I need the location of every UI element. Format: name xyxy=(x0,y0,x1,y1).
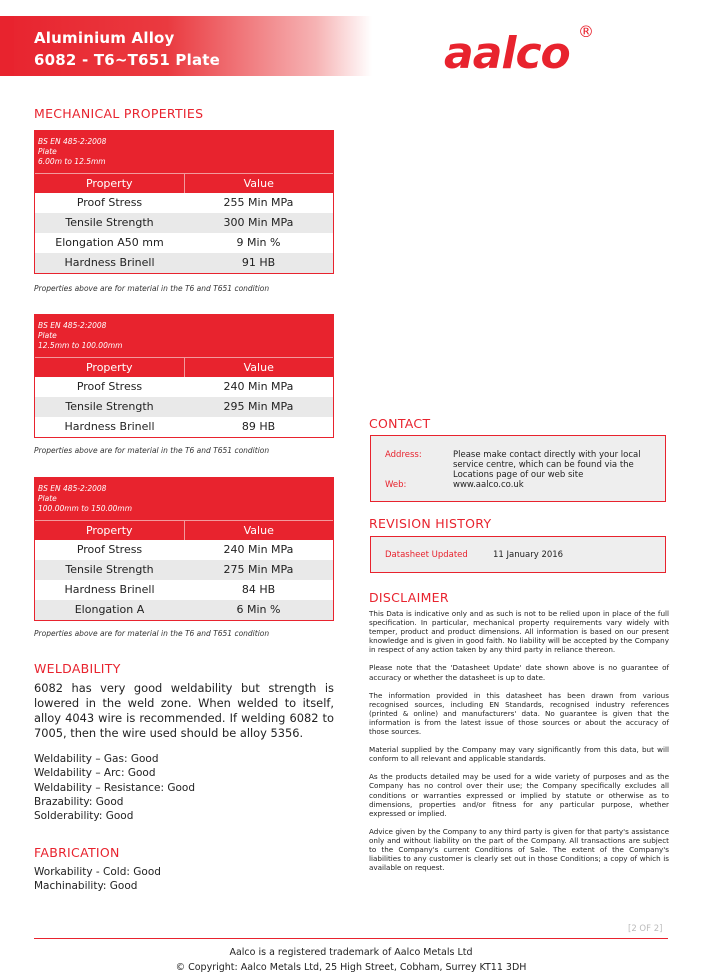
table-row xyxy=(35,580,333,600)
table-note-2: Properties above are for material in the T6 and T651 condition xyxy=(34,446,270,455)
list-item: Weldability – Arc: Good xyxy=(34,767,156,780)
header-title-line1: Aluminium Alloy xyxy=(34,29,175,47)
web-label: Web: xyxy=(385,480,407,490)
table-range: 12.5mm to 100.00mm xyxy=(38,341,123,350)
revision-history-heading: REVISION HISTORY xyxy=(369,516,492,531)
address-value: Please make contact directly with your local service centre, which can be found via the Locations page of our web site xyxy=(453,450,641,480)
list-item: Machinability: Good xyxy=(34,880,138,893)
page-number: [2 OF 2] xyxy=(628,924,663,934)
disclaimer-text xyxy=(369,609,669,881)
value-cell: 89 HB xyxy=(241,420,276,433)
web-link[interactable]: www.aalco.co.uk xyxy=(453,480,524,490)
table-caption xyxy=(35,478,333,520)
fabrication-heading: FABRICATION xyxy=(34,845,120,860)
list-item: Weldability – Resistance: Good xyxy=(34,781,196,794)
revision-box xyxy=(370,536,666,573)
table-standard: BS EN 485-2:2008 xyxy=(38,484,107,493)
value-cell: 240 Min MPa xyxy=(223,543,294,556)
property-cell: Hardness Brinell xyxy=(64,256,155,269)
table-row xyxy=(35,600,333,620)
aalco-logo xyxy=(444,18,594,78)
value-cell: 9 Min % xyxy=(236,236,281,249)
table-row xyxy=(35,377,333,397)
property-cell: Proof Stress xyxy=(76,196,143,209)
footer-trademark: Aalco is a registered trademark of Aalco Metals Ltd xyxy=(229,947,473,958)
property-cell: Hardness Brinell xyxy=(64,583,155,596)
property-cell: Tensile Strength xyxy=(65,216,154,229)
table-row xyxy=(35,253,333,273)
disclaimer-paragraph: This Data is indicative only and as such is not to be relied upon in place of the full specification. In particular, mechanical property requirements vary widely with temper, product and product dimensions. All information is based on our present knowledge and is given in good faith. No liability will be accepted by the Company in respect of any action taken by any third party in reliance thereon. xyxy=(369,609,669,655)
table-row xyxy=(35,233,333,253)
property-cell: Elongation A50 mm xyxy=(55,236,164,249)
table-row xyxy=(35,560,333,580)
table-row xyxy=(35,193,333,213)
table-caption xyxy=(35,315,333,357)
weldability-paragraph: 6082 has very good weldability but strength is lowered in the weld zone. When welded to itself, alloy 4043 wire is recommended. If welding 6082 to 7005, then the wire used should be alloy 5356. xyxy=(34,681,334,740)
value-cell: 84 HB xyxy=(241,583,276,596)
datasheet-updated-value: 11 January 2016 xyxy=(493,550,564,560)
value-cell: 255 Min MPa xyxy=(223,196,294,209)
table-standard: BS EN 485-2:2008 xyxy=(38,321,107,330)
logo-wordmark: aalco xyxy=(444,28,570,79)
column-header-value: Value xyxy=(243,177,274,190)
property-cell: Hardness Brinell xyxy=(64,420,155,433)
disclaimer-paragraph: Material supplied by the Company may vary significantly from this data, but will conform to all relevant and applicable standards. xyxy=(369,745,669,764)
column-header-property: Property xyxy=(35,174,185,193)
disclaimer-paragraph: Advice given by the Company to any third party is given for that party's assistance only and without liability on the part of the Company. All transactions are subject to the Company's current Conditions of Sale. The extent of the Company's liabilities to any customer is clearly set out in those Conditions; a copy of which is available on request. xyxy=(369,826,669,873)
table-range: 6.00m to 12.5mm xyxy=(38,157,106,166)
weldability-list xyxy=(34,752,195,823)
fabrication-list xyxy=(34,865,161,894)
column-header-property: Property xyxy=(35,358,185,377)
table-header-row xyxy=(35,357,333,377)
column-header-value: Value xyxy=(243,524,274,537)
table-form: Plate xyxy=(38,494,57,503)
property-cell: Tensile Strength xyxy=(65,563,154,576)
property-cell: Proof Stress xyxy=(76,543,143,556)
table-row xyxy=(35,213,333,233)
list-item: Workability - Cold: Good xyxy=(34,866,161,878)
header-accent-bar xyxy=(0,16,14,76)
registered-mark: ® xyxy=(578,22,594,41)
value-cell: 300 Min MPa xyxy=(223,216,294,229)
property-cell: Elongation A xyxy=(74,603,145,616)
list-item: Weldability – Gas: Good xyxy=(34,753,159,765)
list-item: Brazability: Good xyxy=(34,795,124,808)
table-standard: BS EN 485-2:2008 xyxy=(38,137,107,146)
property-cell: Proof Stress xyxy=(76,380,143,393)
value-cell: 91 HB xyxy=(241,256,276,269)
weldability-heading: WELDABILITY xyxy=(34,661,121,676)
value-cell: 295 Min MPa xyxy=(223,400,294,413)
table-row xyxy=(35,417,333,437)
table-form: Plate xyxy=(38,331,57,340)
property-cell: Tensile Strength xyxy=(65,400,154,413)
properties-table-1 xyxy=(34,130,334,274)
disclaimer-heading: DISCLAIMER xyxy=(369,590,449,605)
disclaimer-paragraph: The information provided in this datasheet has been drawn from various recognised sources, including EN Standards, recognised industry references (printed & online) and manufacturers' data. No guarantee is given that the information is from the latest issue of those sources or about the accuracy of those sources. xyxy=(369,690,669,737)
footer-copyright: © Copyright: Aalco Metals Ltd, 25 High Street, Cobham, Surrey KT11 3DH xyxy=(175,962,527,973)
contact-box xyxy=(370,435,666,502)
table-note-3: Properties above are for material in the T6 and T651 condition xyxy=(34,629,270,638)
value-cell: 6 Min % xyxy=(236,603,281,616)
table-form: Plate xyxy=(38,147,57,156)
properties-table-3 xyxy=(34,477,334,621)
value-cell: 240 Min MPa xyxy=(223,380,294,393)
table-note-1: Properties above are for material in the T6 and T651 condition xyxy=(34,284,270,293)
disclaimer-paragraph: Please note that the 'Datasheet Update' date shown above is no guarantee of accuracy or whether the datasheet is up to date. xyxy=(369,663,669,682)
table-row xyxy=(35,540,333,560)
mechanical-properties-heading: MECHANICAL PROPERTIES xyxy=(34,106,204,121)
properties-table-2 xyxy=(34,314,334,438)
table-header-row xyxy=(35,520,333,540)
table-header-row xyxy=(35,173,333,193)
table-range: 100.00mm to 150.00mm xyxy=(38,504,133,513)
table-caption xyxy=(35,131,333,173)
disclaimer-paragraph: As the products detailed may be used for a wide variety of purposes and as the Company has no control over their use; the Company specifically excludes all conditions or warranties expressed or implied by statute or otherwise as to dimensions, properties and/or fitness for any particular purpose, whether expressed or implied. xyxy=(369,772,669,818)
value-cell: 275 Min MPa xyxy=(223,563,294,576)
datasheet-updated-label: Datasheet Updated xyxy=(385,550,468,560)
table-row xyxy=(35,397,333,417)
header-title-line2: 6082 - T6~T651 Plate xyxy=(34,51,221,69)
address-label: Address: xyxy=(385,450,422,460)
contact-heading: CONTACT xyxy=(369,416,431,431)
footer-divider xyxy=(34,938,668,939)
list-item: Solderability: Good xyxy=(34,810,134,823)
column-header-property: Property xyxy=(35,521,185,540)
column-header-value: Value xyxy=(243,361,274,374)
